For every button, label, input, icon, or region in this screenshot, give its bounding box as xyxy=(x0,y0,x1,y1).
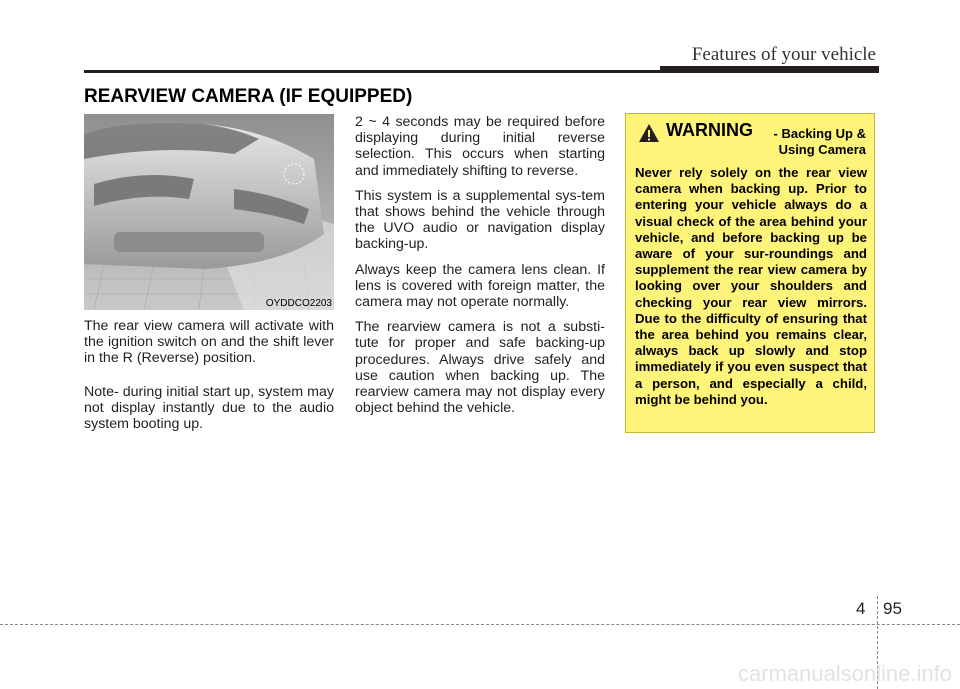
paragraph: This system is a supplemental sys-tem that shows behind the vehicle through the UVO audio or navigation display backing-up. xyxy=(355,187,605,253)
text-column-2 xyxy=(355,114,605,425)
text-column-1 xyxy=(84,318,334,449)
paragraph: The rear view camera will activate with the ignition switch on and the shift lever in the R (Reverse) position. xyxy=(84,318,334,367)
car-rear-illustration xyxy=(84,114,334,310)
paragraph: The rearview camera is not a substi-tute for proper and safe backing-up procedures. Always drive safely and use caution when backing up. The rearview camera may not display every object behind the vehicle. xyxy=(355,319,605,417)
chapter-number: 4 xyxy=(856,599,866,618)
footer-rule xyxy=(0,624,960,625)
warning-subtitle-line2: Using Camera xyxy=(778,142,866,157)
warning-label: WARNING xyxy=(666,120,753,140)
watermark: carmanualsonline.info xyxy=(737,661,952,686)
paragraph: Always keep the camera lens clean. If lens is covered with foreign matter, the camera may not operate normally. xyxy=(355,261,605,311)
warning-triangle-icon xyxy=(638,123,660,143)
figure-code: OYDDCO2203 xyxy=(265,298,332,309)
warning-body: Never rely solely on the rear view camera when backing up. Prior to entering your vehicle always do a visual check of the area behind your vehicle, and before backing up be aware of your sur-roundings and supplement the rear view camera by looking over your shoulders and checking your rear view mirrors. Due to the difficulty of ensuring that the area behind you remains clear, always back up slowly and stop immediately if you even suspect that a person, and especially a child, might be behind you. xyxy=(635,165,867,407)
chapter-title: Features of your vehicle xyxy=(691,44,876,65)
header-rule-accent xyxy=(660,66,879,73)
paragraph: 2 ~ 4 seconds may be required before displaying during initial reverse selection. This occurs when starting and immediately shifting to reverse. xyxy=(355,114,605,179)
section-title: REARVIEW CAMERA (IF EQUIPPED) xyxy=(84,86,413,107)
rear-camera-figure xyxy=(84,114,334,310)
warning-header xyxy=(626,114,874,164)
page-number: 95 xyxy=(883,599,902,618)
paragraph: Note- during initial start up, system may not display instantly due to the audio system booting up. xyxy=(84,383,334,433)
warning-subtitle-line1: - Backing Up & xyxy=(773,126,866,141)
warning-box xyxy=(625,113,875,433)
